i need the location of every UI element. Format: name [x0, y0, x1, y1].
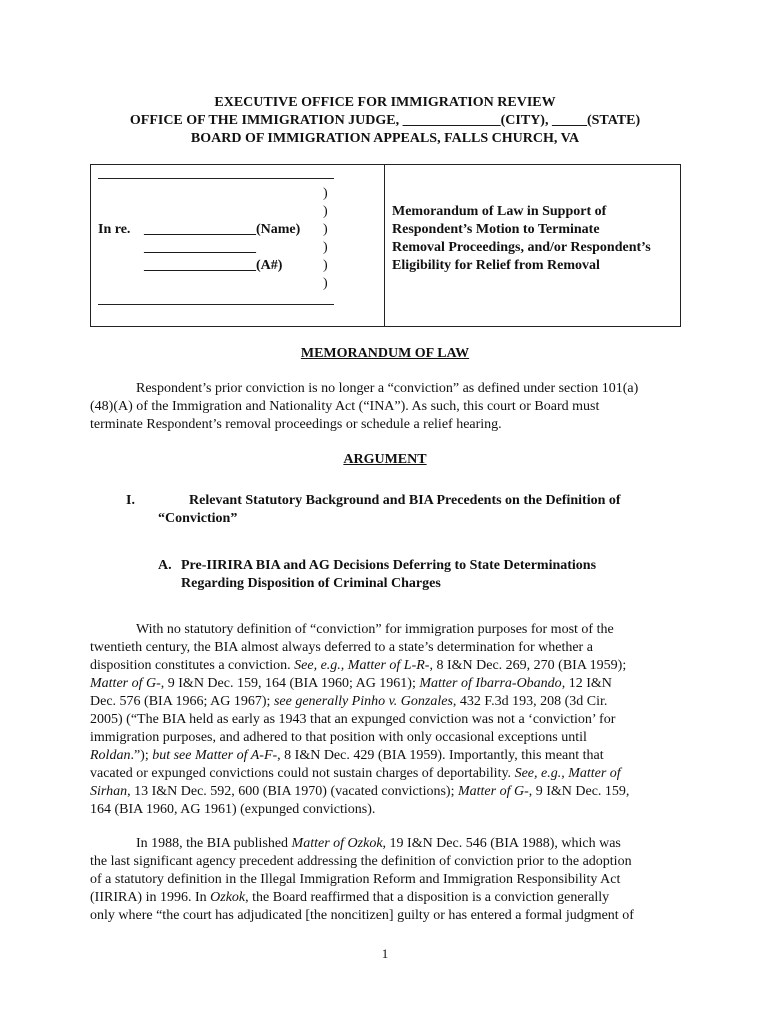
header-line-agency: EXECUTIVE OFFICE FOR IMMIGRATION REVIEW — [214, 95, 556, 110]
caption-divider — [384, 165, 385, 326]
case-citation-italic: see generally Pinho v. Gonzales — [273, 694, 453, 709]
text-run: 164 (BIA 1960, AG 1961) (expunged convictions). — [90, 802, 376, 817]
case-citation-italic: Ozkok — [210, 890, 246, 905]
caption-paren: ) — [323, 222, 328, 237]
caption-document-title — [392, 203, 682, 275]
text-line: terminate Respondent’s removal proceedings or schedule a relief hearing. — [90, 417, 502, 432]
case-citation-italic: See, e.g., Matter of L-R- — [294, 658, 430, 673]
caption-in-re: In re. — [98, 222, 131, 237]
header-line-board: BOARD OF IMMIGRATION APPEALS, FALLS CHURCH, VA — [190, 131, 580, 146]
case-caption-box — [90, 164, 681, 327]
text-line — [90, 747, 679, 765]
subsection-title-line2: Regarding Disposition of Criminal Charges — [181, 576, 441, 591]
text-run: of a statutory definition in the Illegal Immigration Reform and Immigration Responsibility Act — [90, 872, 621, 887]
text-run: , the Board reaffirmed that a disposition is a conviction generally — [245, 890, 610, 905]
caption-title-line: Memorandum of Law in Support of — [392, 204, 607, 219]
caption-paren: ) — [323, 186, 328, 201]
text-run: disposition constitutes a conviction. — [90, 658, 295, 673]
caption-paren: ) — [323, 204, 328, 219]
text-run: immigration purposes, and adhered to that position with only occasional exceptions until — [90, 730, 587, 745]
text-line — [90, 657, 679, 675]
caption-title-line: Eligibility for Relief from Removal — [392, 258, 600, 273]
text-run: , 432 F.3d 193, 208 (3d Cir. — [452, 694, 608, 709]
text-line: (48)(A) of the Immigration and Nationality Act (“INA”). As such, this court or Board must — [90, 399, 600, 414]
text-line — [90, 853, 679, 871]
paragraph-ozkok — [90, 835, 679, 925]
caption-title-line: Removal Proceedings, and/or Respondent’s — [392, 240, 651, 255]
text-run: , 8 I&N Dec. 269, 270 (BIA 1959); — [429, 658, 627, 673]
caption-paren: ) — [323, 276, 328, 291]
text-line — [90, 907, 679, 925]
text-run: .”); — [130, 748, 153, 763]
memorandum-heading: MEMORANDUM OF LAW — [300, 346, 470, 361]
case-citation-italic: See, e.g., Matter of — [514, 766, 621, 781]
text-run: , 19 I&N Dec. 546 (BIA 1988), which was — [382, 836, 621, 851]
case-citation-italic: Matter of Ozkok — [291, 836, 383, 851]
text-line — [90, 621, 679, 639]
caption-blank-line: ________________ — [144, 240, 256, 255]
case-citation-italic: Matter of Ibarra-Obando — [419, 676, 562, 691]
text-line — [90, 693, 679, 711]
text-run: In 1988, the BIA published — [136, 836, 292, 851]
text-run: only where “the court has adjudicated [the noncitizen] guilty or has entered a formal judgment of — [90, 908, 634, 923]
caption-bottom-rule — [98, 304, 334, 305]
text-line — [90, 835, 679, 853]
paragraph-no-statutory-definition — [90, 621, 679, 819]
text-line — [90, 783, 679, 801]
text-line — [90, 711, 679, 729]
case-citation-italic: Matter of G- — [457, 784, 529, 799]
section-numeral: I. — [126, 493, 135, 508]
case-citation-italic: but see Matter of A-F- — [152, 748, 278, 763]
text-line — [90, 871, 679, 889]
text-run: Dec. 576 (BIA 1966; AG 1967); — [90, 694, 274, 709]
text-run: twentieth century, the BIA almost always deferred to a state’s determination for whether a — [90, 640, 593, 655]
text-run: vacated or expunged convictions could not sustain charges of deportability. — [90, 766, 515, 781]
text-run: (IIRIRA) in 1996. In — [90, 890, 211, 905]
case-citation-italic: Matter of G- — [90, 676, 161, 691]
caption-top-rule — [98, 178, 334, 179]
intro-paragraph — [90, 380, 679, 434]
subsection-letter: A. — [158, 558, 172, 573]
header-line-court: OFFICE OF THE IMMIGRATION JUDGE, ______________(CITY), _____(STATE) — [129, 113, 641, 128]
text-run: , 8 I&N Dec. 429 (BIA 1959). Importantly, this meant that — [277, 748, 604, 763]
case-citation-italic: Sirhan — [90, 784, 128, 799]
text-line — [90, 765, 679, 783]
caption-name-line: ________________(Name) — [144, 222, 301, 237]
text-line — [90, 675, 679, 693]
case-citation-italic: Roldan — [90, 748, 131, 763]
text-run: , 12 I&N — [561, 676, 612, 691]
text-run: , 9 I&N Dec. 159, — [528, 784, 630, 799]
caption-title-line: Respondent’s Motion to Terminate — [392, 222, 600, 237]
text-run: , 9 I&N Dec. 159, 164 (BIA 1960; AG 1961); — [160, 676, 420, 691]
page-number: 1 — [381, 946, 389, 961]
text-run: 2005) (“The BIA held as early as 1943 that an expunged conviction was not a ‘conviction’ for — [90, 712, 616, 727]
caption-anum-line: ________________(A#) — [144, 258, 283, 273]
text-run: With no statutory definition of “conviction” for immigration purposes for most of the — [136, 622, 614, 637]
section-title-line1: Relevant Statutory Background and BIA Precedents on the Definition of — [189, 493, 621, 508]
text-run: , 13 I&N Dec. 592, 600 (BIA 1970) (vacated convictions); — [127, 784, 458, 799]
subsection-title-line1: Pre-IIRIRA BIA and AG Decisions Deferring to State Determinations — [181, 558, 597, 573]
argument-heading: ARGUMENT — [343, 452, 427, 467]
text-line — [90, 639, 679, 657]
text-run: the last significant agency precedent addressing the definition of conviction prior to the adoption — [90, 854, 632, 869]
text-line — [90, 889, 679, 907]
text-line — [90, 801, 679, 819]
caption-paren: ) — [323, 258, 328, 273]
section-title-line2: “Conviction” — [158, 511, 238, 526]
text-line — [90, 729, 679, 747]
text-line: Respondent’s prior conviction is no longer a “conviction” as defined under section 101(a) — [136, 381, 639, 396]
caption-paren: ) — [323, 240, 328, 255]
